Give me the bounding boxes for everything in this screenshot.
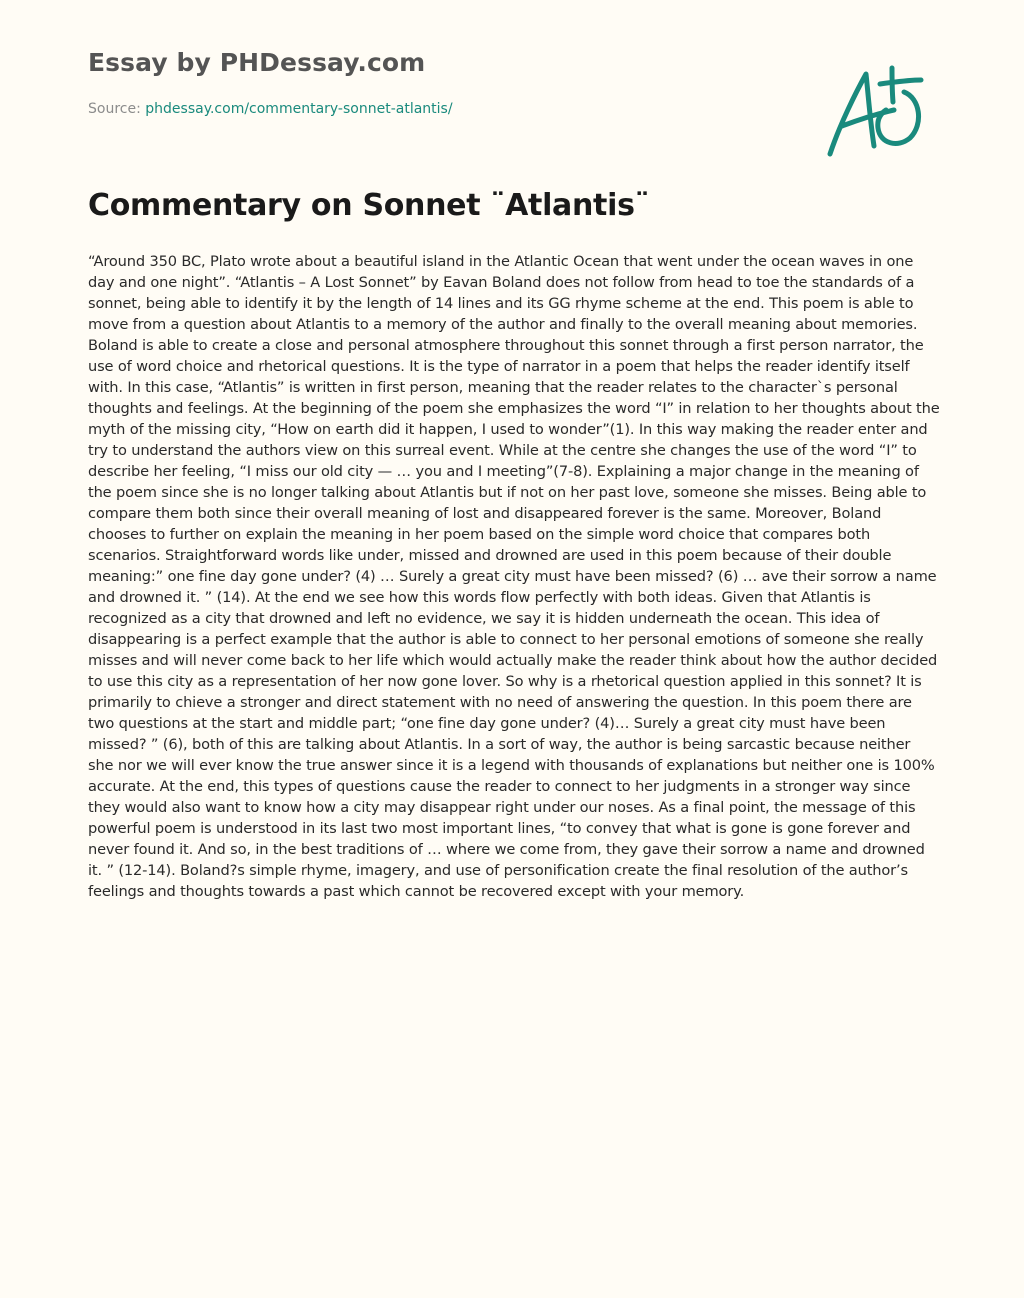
source-link[interactable]: phdessay.com/commentary-sonnet-atlantis/: [145, 101, 453, 117]
a-plus-logo-icon: [822, 62, 928, 162]
source-label: Source:: [88, 101, 146, 117]
source-line: [88, 101, 453, 117]
site-title: Essay by PHDessay.com: [88, 48, 426, 77]
essay-title: Commentary on Sonnet ¨Atlantis¨: [88, 188, 650, 223]
essay-body: “Around 350 BC, Plato wrote about a beautiful island in the Atlantic Ocean that went under the ocean waves in one day and one night”. “Atlantis – A Lost Sonnet” by Eavan Boland does not follow from head to toe the standards of a sonnet, being able to identify it by the length of 14 lines and its GG rhyme scheme at the end. This poem is able to move from a question about Atlantis to a memory of the author and finally to the overall meaning about memories. Boland is able to create a close and personal atmosphere throughout this sonnet through a first person narrator, the use of word choice and rhetorical questions. It is the type of narrator in a poem that helps the reader identify itself with. In this case, “Atlantis” is written in first person, meaning that the reader relates to the character`s personal thoughts and feelings. At the beginning of the poem she emphasizes the word “I” in relation to her thoughts about the myth of the missing city, “How on earth did it happen, I used to wonder”(1). In this way making the reader enter and try to understand the authors view on this surreal event. While at the centre she changes the use of the word “I” to describe her feeling, “I miss our old city — … you and I meeting”(7-8). Explaining a major change in the meaning of the poem since she is no longer talking about Atlantis but if not on her past love, someone she misses. Being able to compare them both since their overall meaning of lost and disappeared forever is the same. Moreover, Boland chooses to further on explain the meaning in her poem based on the simple word choice that compares both scenarios. Straightforward words like under, missed and drowned are used in this poem because of their double meaning:” one fine day gone under? (4) … Surely a great city must have been missed? (6) … ave their sorrow a name and drowned it. ” (14). At the end we see how this words flow perfectly with both ideas. Given that Atlantis is recognized as a city that drowned and left no evidence, we say it is hidden underneath the ocean. This idea of disappearing is a perfect example that the author is able to connect to her personal emotions of someone she really misses and will never come back to her life which would actually make the reader think about how the author decided to use this city as a representation of her now gone lover. So why is a rhetorical question applied in this sonnet? It is primarily to chieve a stronger and direct statement with no need of answering the question. In this poem there are two questions at the start and middle part; “one fine day gone under? (4)… Surely a great city must have been missed? ” (6), both of this are talking about Atlantis. In a sort of way, the author is being sarcastic because neither she nor we will ever know the true answer since it is a legend with thousands of explanations but neither one is 100% accurate. At the end, this types of questions cause the reader to connect to her judgments in a stronger way since they would also want to know how a city may disappear right under our noses. As a final point, the message of this powerful poem is understood in its last two most important lines, “to convey that what is gone is gone forever and never found it. And so, in the best traditions of … where we come from, they gave their sorrow a name and drowned it. ” (12-14). Boland?s simple rhyme, imagery, and use of personification create the final resolution of the author’s feelings and thoughts towards a past which cannot be recovered except with your memory.: [88, 253, 940, 900]
a-plus-logo: [822, 62, 928, 162]
